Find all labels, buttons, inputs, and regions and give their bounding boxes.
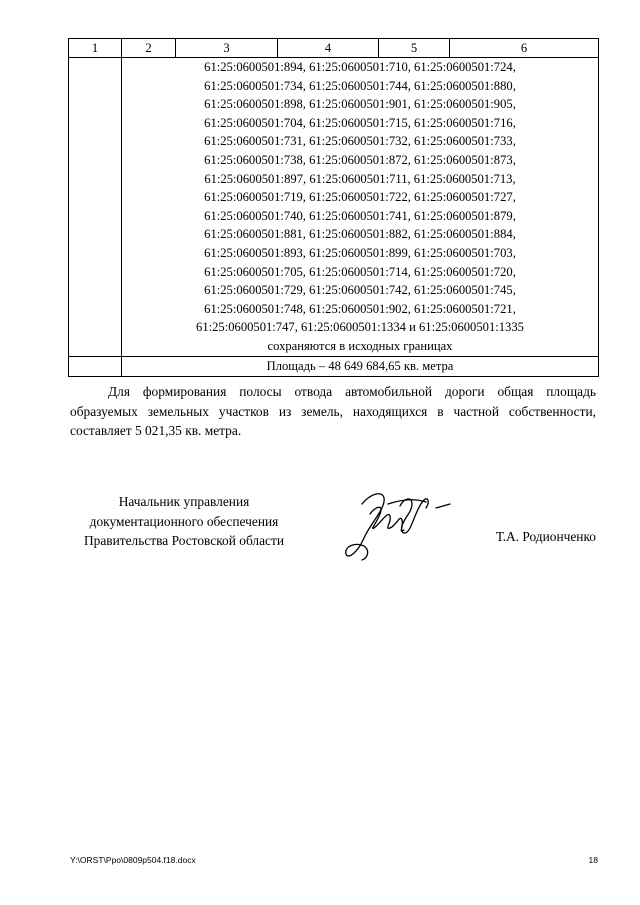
- table-row: [69, 58, 599, 357]
- column-header: 3: [176, 39, 278, 58]
- cadastral-line: 61:25:0600501:704, 61:25:0600501:715, 61:25:0600501:716,: [204, 115, 516, 130]
- cadastral-line: 61:25:0600501:734, 61:25:0600501:744, 61:25:0600501:880,: [204, 78, 516, 93]
- cadastral-line: 61:25:0600501:740, 61:25:0600501:741, 61:25:0600501:879,: [204, 208, 516, 223]
- table-cell-empty: [69, 58, 122, 357]
- paragraph-text: Для формирования полосы отвода автомобильной дороги общая площадь образуемых земельных участков из земель, находящихся в частной собственности, составляет 5 021,35 кв. метра.: [70, 384, 596, 438]
- cadastral-line: 61:25:0600501:748, 61:25:0600501:902, 61:25:0600501:721,: [204, 301, 516, 316]
- handwritten-signature: [340, 484, 460, 574]
- column-header: 5: [379, 39, 450, 58]
- area-total-cell: Площадь – 48 649 684,65 кв. метра: [122, 356, 599, 376]
- cadastral-line: 61:25:0600501:897, 61:25:0600501:711, 61:25:0600501:713,: [204, 171, 516, 186]
- position-line: Правительства Ростовской области: [83, 533, 285, 548]
- table-header-row: [69, 39, 599, 58]
- cadastral-line: 61:25:0600501:898, 61:25:0600501:901, 61:25:0600501:905,: [204, 97, 516, 112]
- cadastral-line: 61:25:0600501:881, 61:25:0600501:882, 61:25:0600501:884,: [204, 227, 516, 242]
- position-line: документационного обеспечения: [89, 513, 279, 529]
- cadastral-line: 61:25:0600501:719, 61:25:0600501:722, 61:25:0600501:727,: [204, 190, 516, 205]
- cadastral-line: 61:25:0600501:705, 61:25:0600501:714, 61:25:0600501:720,: [204, 264, 516, 279]
- signatory-name: Т.А. Родионченко: [495, 529, 596, 544]
- cadastral-line: 61:25:0600501:731, 61:25:0600501:732, 61:25:0600501:733,: [204, 134, 516, 149]
- page-number: 18: [588, 855, 598, 865]
- position-line: Начальник управления: [118, 494, 250, 509]
- footer-file-path: Y:\ORST\Ppo\0809p504.f18.docx: [70, 855, 196, 865]
- column-header: 2: [122, 39, 176, 58]
- signatory-position: [68, 492, 300, 551]
- table-cell-empty: [69, 356, 122, 376]
- column-header: 4: [278, 39, 379, 58]
- table-row-area: [69, 356, 599, 376]
- land-plots-table: [68, 38, 599, 377]
- body-paragraph: [70, 382, 596, 441]
- cadastral-line: 61:25:0600501:893, 61:25:0600501:899, 61:25:0600501:703,: [204, 245, 516, 260]
- column-header: 1: [69, 39, 122, 58]
- cadastral-line: сохраняются в исходных границах: [267, 338, 453, 353]
- cadastral-line: 61:25:0600501:894, 61:25:0600501:710, 61:25:0600501:724,: [204, 60, 516, 74]
- cadastral-numbers-cell: [122, 58, 599, 357]
- column-header: 6: [450, 39, 599, 58]
- cadastral-line: 61:25:0600501:747, 61:25:0600501:1334 и 61:25:0600501:1335: [196, 320, 524, 335]
- cadastral-line: 61:25:0600501:738, 61:25:0600501:872, 61:25:0600501:873,: [204, 152, 516, 167]
- cadastral-line: 61:25:0600501:729, 61:25:0600501:742, 61:25:0600501:745,: [204, 283, 516, 298]
